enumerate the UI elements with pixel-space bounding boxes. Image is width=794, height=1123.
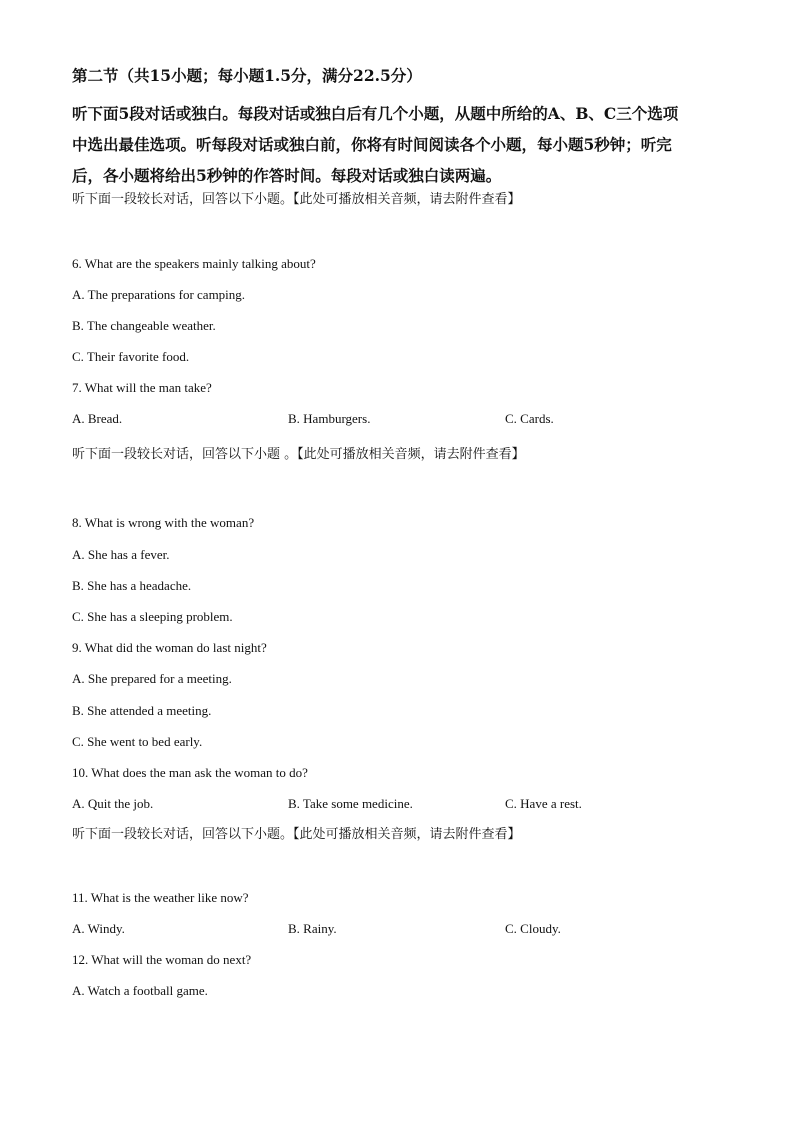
question-12: 12. What will the woman do next?: [72, 952, 252, 967]
option-8a: A. She has a fever.: [72, 547, 170, 562]
option-7b: B. Hamburgers.: [288, 411, 371, 426]
instruction-line: 中选出最佳选项。听每段对话或独白前，你将有时间阅读各个小题，每小题5秒钟；听完: [72, 135, 672, 154]
question-11: 11. What is the weather like now?: [72, 890, 249, 905]
option-11a: A. Windy.: [72, 921, 125, 936]
option-10c: C. Have a rest.: [505, 796, 582, 811]
section-title: 第二节（共15小题；每小题1.5分，满分22.5分）: [72, 66, 422, 85]
section-instructions: [72, 98, 722, 191]
instruction-line: 听下面5段对话或独白。每段对话或独白后有几个小题，从题中所给的A、B、C三个选项: [72, 104, 679, 123]
instruction-line: 后，各小题将给出5秒钟的作答时间。每段对话或独白读两遍。: [72, 166, 502, 185]
option-12a: A. Watch a football game.: [72, 983, 208, 998]
option-6c: C. Their favorite food.: [72, 349, 190, 364]
option-9b: B. She attended a meeting.: [72, 703, 212, 718]
option-11c: C. Cloudy.: [505, 921, 561, 936]
question-7: 7. What will the man take?: [72, 380, 212, 395]
option-8c: C. She has a sleeping problem.: [72, 609, 233, 624]
option-8b: B. She has a headache.: [72, 578, 192, 593]
option-9c: C. She went to bed early.: [72, 734, 203, 749]
question-6: 6. What are the speakers mainly talking about?: [72, 256, 316, 271]
audio-note: 听下面一段较长对话，回答以下小题。【此处可播放相关音频，请去附件查看】: [72, 827, 521, 842]
audio-note: 听下面一段较长对话，回答以下小题。【此处可播放相关音频，请去附件查看】: [72, 192, 521, 207]
option-9a: A. She prepared for a meeting.: [72, 671, 232, 686]
question-8: 8. What is wrong with the woman?: [72, 515, 255, 530]
option-10b: B. Take some medicine.: [288, 796, 413, 811]
option-11b: B. Rainy.: [288, 921, 337, 936]
question-10: 10. What does the man ask the woman to do?: [72, 765, 308, 780]
option-10a: A. Quit the job.: [72, 796, 154, 811]
question-9: 9. What did the woman do last night?: [72, 640, 267, 655]
option-6a: A. The preparations for camping.: [72, 287, 246, 302]
option-6b: B. The changeable weather.: [72, 318, 216, 333]
audio-note: 听下面一段较长对话，回答以下小题 。【此处可播放相关音频，请去附件查看】: [72, 447, 525, 462]
option-7a: A. Bread.: [72, 411, 123, 426]
option-7c: C. Cards.: [505, 411, 554, 426]
